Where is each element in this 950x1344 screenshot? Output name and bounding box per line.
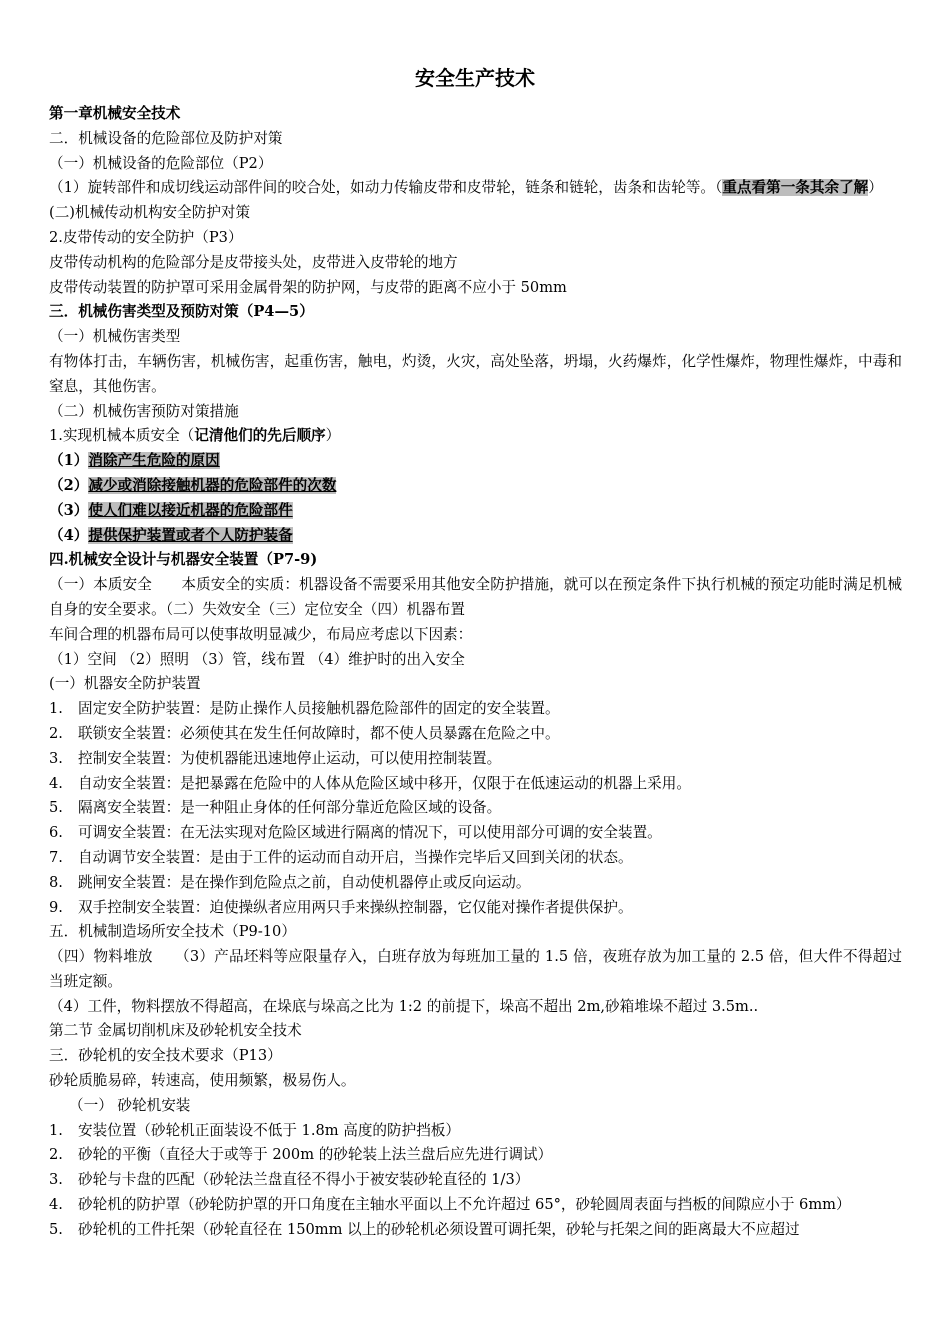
list-number: 2. [49,724,63,742]
list-item [49,772,902,797]
paragraph: （1）空间 （2）照明 （3）管，线布置 （4）维护时的出入安全 [49,650,465,668]
section-heading: 三．砂轮机的安全技术要求（P13） [49,1047,282,1065]
list-text: 联锁安全装置：必须使其在发生任何故障时，都不使人员暴露在危险之中。 [78,724,560,742]
list-number: 6. [49,824,63,842]
section-heading: 三．机械伤害类型及预防对策（P4—5） [49,303,314,321]
text-span: 1.实现机械本质安全（ [49,427,195,445]
list-text: 固定安全防护装置：是防止操作人员接触机器危险部件的固定的安全装置。 [78,700,560,718]
paragraph: （四）物料堆放 （3）产品坯料等应限量存入，白班存放为每班加工量的 1.5 倍，夜班存放为加工量的 2.5 倍，但大件不得超过当班定额。 [49,948,902,990]
list-number: 1. [49,1121,63,1139]
list-number: 7. [49,848,63,866]
list-number: 5. [49,799,63,817]
highlight-item [49,474,902,499]
list-number: 8. [49,873,63,891]
highlight-text: 减少或消除接触机器的危险部件的次数 [88,476,337,494]
paragraph: 车间合理的机器布局可以使事故明显减少，布局应考虑以下因素： [49,625,473,643]
section-heading: 第二节 金属切削机床及砂轮机安全技术 [49,1022,302,1040]
paragraph: 砂轮质脆易碎，转速高，使用频繁，极易伤人。 [49,1072,356,1090]
list-text: 自动调节安全装置：是由于工件的运动而自动开启，当操作完毕后又回到关闭的状态。 [78,848,633,866]
list-number: 4. [49,1196,63,1214]
item-prefix: （3） [49,501,89,519]
subsection-heading: （一）机械设备的危险部位（P2） [49,154,273,172]
list-item [49,1193,902,1218]
subsection-heading: 2.皮带传动的安全防护（P3） [49,228,243,246]
highlight-text: 使人们难以接近机器的危险部件 [88,501,293,519]
list-text: 跳闸安全装置：是在操作到危险点之前，自动使机器停止或反向运动。 [78,873,531,891]
list-item [49,796,902,821]
list-text: 砂轮的平衡（直径大于或等于 200m 的砂轮装上法兰盘后应先进行调试） [78,1146,553,1164]
paragraph: 皮带传动装置的防护罩可采用金属骨架的防护网，与皮带的距离不应小于 50mm [49,278,567,296]
list-text: 砂轮机的防护罩（砂轮防护罩的开口角度在主轴水平面以上不允许超过 65°，砂轮圆周表面与挡板的间隙应小于 6mm） [78,1196,851,1214]
list-number: 3. [49,749,63,767]
list-item [49,1168,902,1193]
text-span: ） [325,427,341,445]
subsection-heading: （一） 砂轮机安装 [69,1096,191,1114]
list-number: 4. [49,774,63,792]
list-number: 5. [49,1220,63,1238]
item-prefix: （2） [49,476,89,494]
item-prefix: （1） [49,452,89,470]
list-text: 隔离安全装置：是一种阻止身体的任何部分靠近危险区域的设备。 [78,799,502,817]
highlight-item [49,524,902,549]
list-item [49,1218,902,1243]
subsection-heading: （一）机械伤害类型 [49,328,181,346]
list-text: 砂轮机的工件托架（砂轮直径在 150mm 以上的砂轮机必须设置可调托架，砂轮与托架之间的距离最大不应超过 [78,1220,800,1238]
list-number: 1. [49,700,63,718]
list-item [49,1119,902,1144]
document-body [49,102,902,1243]
list-number: 2. [49,1146,63,1164]
list-item [49,697,902,722]
list-item [49,821,902,846]
highlight-item [49,499,902,524]
list-item [49,1143,902,1168]
list-item [49,896,902,921]
text-span: ） [868,179,883,197]
list-text: 自动安全装置：是把暴露在危险中的人体从危险区域中移开，仅限于在低速运动的机器上采用。 [78,774,691,792]
section-heading: 四.机械安全设计与机器安全装置（P7-9) [49,551,318,569]
list-number: 9. [49,898,63,916]
list-item [49,747,902,772]
item-prefix: （4） [49,526,89,544]
paragraph [49,424,902,449]
document-title: 安全生产技术 [415,66,535,90]
bold-note: 记清他们的先后顺序 [194,427,326,445]
list-text: 双手控制安全装置：迫使操纵者应用两只手来操纵控制器，它仅能对操作者提供保护。 [78,898,633,916]
text-span: （1）旋转部件和成切线运动部件间的咬合处，如动力传输皮带和皮带轮，链条和链轮，齿条和齿轮等。（ [49,179,723,197]
section-heading: 二．机械设备的危险部位及防护对策 [49,129,283,147]
highlight-item [49,449,902,474]
list-text: 可调安全装置：在无法实现对危险区域进行隔离的情况下，可以使用部分可调的安全装置。 [78,824,662,842]
paragraph: （一）本质安全 本质安全的实质：机器设备不需要采用其他安全防护措施，就可以在预定条件下执行机械的预定功能时满足机械自身的安全要求。（二）失效安全（三）定位安全（四）机器布置 [49,576,902,618]
subsection-heading: （二）机械伤害预防对策措施 [49,402,239,420]
list-item [49,722,902,747]
subsection-heading: (二)机械传动机构安全防护对策 [49,204,251,222]
list-text: 控制安全装置：为使机器能迅速地停止运动，可以使用控制装置。 [78,749,502,767]
list-number: 3. [49,1171,63,1189]
paragraph: 有物体打击，车辆伤害，机械伤害，起重伤害，触电，灼烫，火灾，高处坠落，坍塌，火药爆炸，化学性爆炸，物理性爆炸，中毒和窒息，其他伤害。 [49,352,902,395]
paragraph: 皮带传动机构的危险部分是皮带接头处，皮带进入皮带轮的地方 [49,253,458,271]
highlight-text: 提供保护装置或者个人防护装备 [88,526,293,544]
list-item [49,846,902,871]
section-heading: 五．机械制造场所安全技术（P9-10） [49,923,296,941]
list-text: 安装位置（砂轮机正面装设不低于 1.8m 高度的防护挡板） [78,1121,460,1139]
chapter-heading: 第一章机械安全技术 [49,105,181,122]
highlight-text: 消除产生危险的原因 [88,452,220,470]
list-text: 砂轮与卡盘的匹配（砂轮法兰盘直径不得小于被安装砂轮直径的 1/3） [78,1171,530,1189]
list-item [49,871,902,896]
paragraph [49,176,902,201]
subsection-heading: (一）机器安全防护装置 [49,675,201,693]
highlighted-note: 重点看第一条其余了解 [722,179,869,197]
paragraph: （4）工件，物料摆放不得超高，在垛底与垛高之比为 1:2 的前提下，垛高不超出 2m,砂箱堆垛不超过 3.5m.. [49,997,759,1015]
